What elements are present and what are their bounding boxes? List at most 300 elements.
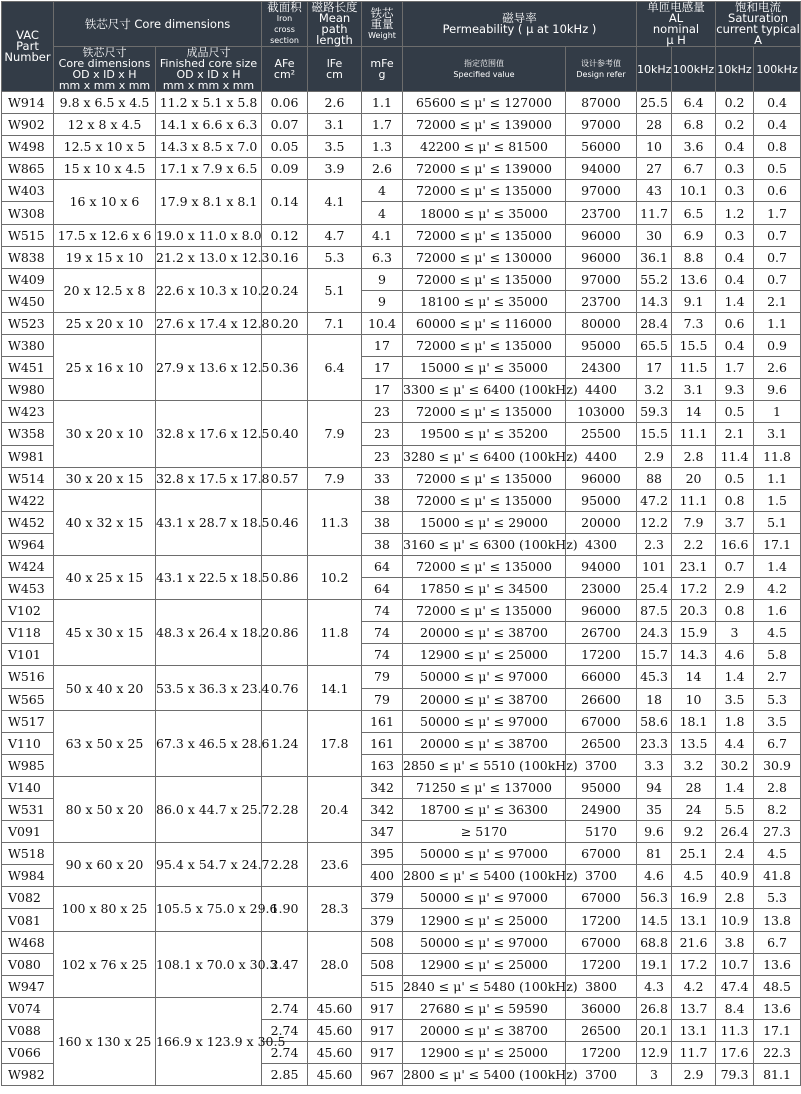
table-row — [2, 312, 801, 334]
weight-cell: 38 — [362, 533, 403, 555]
al-10khz-cell: 94 — [637, 776, 672, 798]
sat-100khz-cell: 4.5 — [754, 843, 801, 865]
al-10khz-cell: 36.1 — [637, 246, 672, 268]
header-permeability — [403, 2, 637, 47]
sat-10khz-cell: 0.8 — [716, 600, 754, 622]
part-number-cell: W453 — [2, 578, 54, 600]
design-refer-cell: 5170 — [566, 821, 637, 843]
part-number-cell: W422 — [2, 489, 54, 511]
specified-value-cell: 3160 ≤ μ' ≤ 6300 (100kHz) — [403, 533, 566, 555]
header-text: lFe — [326, 57, 343, 70]
sat-10khz-cell: 0.2 — [716, 114, 754, 136]
al-10khz-cell: 68.8 — [637, 931, 672, 953]
sat-100khz-cell: 22.3 — [754, 1042, 801, 1064]
part-number-cell: W981 — [2, 445, 54, 467]
sat-100khz-cell: 0.5 — [754, 158, 801, 180]
specified-value-cell: 72000 ≤ μ' ≤ 135000 — [403, 600, 566, 622]
finished-size-cell: 17.9 x 8.1 x 8.1 — [156, 180, 262, 224]
part-number-cell: V140 — [2, 776, 54, 798]
header-text: cm — [326, 68, 343, 81]
header-sat-100khz — [754, 47, 801, 92]
part-number-cell: W308 — [2, 202, 54, 224]
header-mean-path-unit — [308, 47, 362, 92]
header-text: mFe — [370, 57, 394, 70]
design-refer-cell: 96000 — [566, 224, 637, 246]
weight-cell: 1.1 — [362, 92, 403, 114]
header-text: 饱和电流 — [735, 0, 782, 14]
header-al-10khz — [637, 47, 672, 92]
weight-cell: 379 — [362, 909, 403, 931]
header-iron-section-unit — [262, 47, 308, 92]
design-refer-cell: 20000 — [566, 511, 637, 533]
al-100khz-cell: 11.1 — [672, 489, 716, 511]
sat-100khz-cell: 8.2 — [754, 799, 801, 821]
al-100khz-cell: 17.2 — [672, 953, 716, 975]
mean-path-cell: 6.4 — [308, 335, 362, 401]
iron-section-cell: 1.24 — [262, 710, 308, 776]
al-10khz-cell: 18 — [637, 688, 672, 710]
al-100khz-cell: 23.1 — [672, 555, 716, 577]
mean-path-cell: 7.9 — [308, 467, 362, 489]
part-number-cell: W452 — [2, 511, 54, 533]
header-text: Specified value — [453, 70, 515, 79]
finished-size-cell: 27.9 x 13.6 x 12.5 — [156, 335, 262, 401]
header-text: A — [754, 33, 762, 47]
iron-section-cell: 0.86 — [262, 555, 308, 599]
specified-value-cell: 72000 ≤ μ' ≤ 130000 — [403, 246, 566, 268]
header-al-100khz — [672, 47, 716, 92]
al-100khz-cell: 14.3 — [672, 644, 716, 666]
sat-10khz-cell: 5.5 — [716, 799, 754, 821]
weight-cell: 917 — [362, 1019, 403, 1041]
al-100khz-cell: 21.6 — [672, 931, 716, 953]
sat-10khz-cell: 1.4 — [716, 666, 754, 688]
part-number-cell: W516 — [2, 666, 54, 688]
sat-10khz-cell: 2.4 — [716, 843, 754, 865]
design-refer-cell: 97000 — [566, 268, 637, 290]
mean-path-cell: 28.3 — [308, 887, 362, 931]
design-refer-cell: 26500 — [566, 1019, 637, 1041]
weight-cell: 17 — [362, 357, 403, 379]
mean-path-cell: 23.6 — [308, 843, 362, 887]
design-refer-cell: 25500 — [566, 423, 637, 445]
sat-10khz-cell: 9.3 — [716, 379, 754, 401]
weight-cell: 23 — [362, 423, 403, 445]
weight-cell: 508 — [362, 953, 403, 975]
finished-size-cell: 105.5 x 75.0 x 29.6 — [156, 887, 262, 931]
al-10khz-cell: 4.6 — [637, 865, 672, 887]
part-number-cell: W902 — [2, 114, 54, 136]
al-100khz-cell: 15.5 — [672, 335, 716, 357]
sat-100khz-cell: 0.7 — [754, 268, 801, 290]
al-100khz-cell: 6.7 — [672, 158, 716, 180]
specified-value-cell: 72000 ≤ μ' ≤ 135000 — [403, 224, 566, 246]
weight-cell: 917 — [362, 1042, 403, 1064]
sat-10khz-cell: 11.3 — [716, 1019, 754, 1041]
sat-100khz-cell: 17.1 — [754, 533, 801, 555]
specified-value-cell: 12900 ≤ μ' ≤ 25000 — [403, 644, 566, 666]
finished-size-cell: 95.4 x 54.7 x 24.7 — [156, 843, 262, 887]
sat-10khz-cell: 4.6 — [716, 644, 754, 666]
design-refer-cell: 17200 — [566, 953, 637, 975]
header-text: cross — [274, 25, 295, 34]
design-refer-cell: 96000 — [566, 246, 637, 268]
part-number-cell: W514 — [2, 467, 54, 489]
sat-10khz-cell: 3 — [716, 622, 754, 644]
sat-100khz-cell: 5.3 — [754, 688, 801, 710]
al-10khz-cell: 59.3 — [637, 401, 672, 423]
al-100khz-cell: 3.6 — [672, 136, 716, 158]
sat-100khz-cell: 0.7 — [754, 224, 801, 246]
header-text: OD x ID x H — [176, 68, 241, 81]
finished-size-cell: 48.3 x 26.4 x 18.2 — [156, 600, 262, 666]
specified-value-cell: 42200 ≤ μ' ≤ 81500 — [403, 136, 566, 158]
mean-path-cell: 3.1 — [308, 114, 362, 136]
header-text: Saturation — [728, 11, 788, 25]
al-100khz-cell: 2.9 — [672, 1064, 716, 1086]
sat-100khz-cell: 1.7 — [754, 202, 801, 224]
al-10khz-cell: 56.3 — [637, 887, 672, 909]
sat-100khz-cell: 2.8 — [754, 776, 801, 798]
sat-100khz-cell: 3.5 — [754, 710, 801, 732]
table-row — [2, 489, 801, 511]
core-dimensions-cell: 45 x 30 x 15 — [54, 600, 156, 666]
specified-value-cell: 2850 ≤ μ' ≤ 5510 (100kHz) — [403, 754, 566, 776]
sat-100khz-cell: 27.3 — [754, 821, 801, 843]
finished-size-cell: 43.1 x 28.7 x 18.5 — [156, 489, 262, 555]
header-text: nominal — [652, 22, 700, 36]
sat-100khz-cell: 13.6 — [754, 953, 801, 975]
al-100khz-cell: 7.3 — [672, 312, 716, 334]
al-100khz-cell: 13.1 — [672, 909, 716, 931]
mean-path-cell: 45.60 — [308, 1064, 362, 1086]
design-refer-cell: 4400 — [566, 445, 637, 467]
al-10khz-cell: 87.5 — [637, 600, 672, 622]
header-text: 铁芯尺寸 Core dimensions — [84, 16, 231, 31]
weight-cell: 23 — [362, 401, 403, 423]
iron-section-cell: 2.74 — [262, 997, 308, 1019]
design-refer-cell: 67000 — [566, 931, 637, 953]
iron-section-cell: 0.12 — [262, 224, 308, 246]
weight-cell: 74 — [362, 600, 403, 622]
part-number-cell: W565 — [2, 688, 54, 710]
specified-value-cell: 72000 ≤ μ' ≤ 139000 — [403, 114, 566, 136]
al-10khz-cell: 4.3 — [637, 975, 672, 997]
weight-cell: 161 — [362, 732, 403, 754]
design-refer-cell: 36000 — [566, 997, 637, 1019]
specified-value-cell: ≥ 5170 — [403, 821, 566, 843]
al-10khz-cell: 14.3 — [637, 290, 672, 312]
sat-10khz-cell: 0.3 — [716, 158, 754, 180]
table-row — [2, 335, 801, 357]
header-text: current typical — [716, 22, 800, 36]
iron-section-cell: 0.09 — [262, 158, 308, 180]
sat-10khz-cell: 0.8 — [716, 489, 754, 511]
core-dimensions-cell: 15 x 10 x 4.5 — [54, 158, 156, 180]
specified-value-cell: 15000 ≤ μ' ≤ 35000 — [403, 357, 566, 379]
sat-10khz-cell: 0.4 — [716, 246, 754, 268]
header-text: length — [316, 33, 353, 47]
specified-value-cell: 12900 ≤ μ' ≤ 25000 — [403, 1042, 566, 1064]
sat-10khz-cell: 2.8 — [716, 887, 754, 909]
al-10khz-cell: 3.2 — [637, 379, 672, 401]
weight-cell: 400 — [362, 865, 403, 887]
mean-path-cell: 7.9 — [308, 401, 362, 467]
sat-100khz-cell: 0.6 — [754, 180, 801, 202]
sat-10khz-cell: 10.7 — [716, 953, 754, 975]
specified-value-cell: 18000 ≤ μ' ≤ 35000 — [403, 202, 566, 224]
table-row — [2, 246, 801, 268]
iron-section-cell: 0.36 — [262, 335, 308, 401]
iron-section-cell: 0.76 — [262, 666, 308, 710]
sat-10khz-cell: 0.4 — [716, 268, 754, 290]
al-100khz-cell: 11.5 — [672, 357, 716, 379]
part-number-cell: V081 — [2, 909, 54, 931]
al-10khz-cell: 27 — [637, 158, 672, 180]
weight-cell: 1.3 — [362, 136, 403, 158]
al-100khz-cell: 10 — [672, 688, 716, 710]
core-dimensions-cell: 16 x 10 x 6 — [54, 180, 156, 224]
sat-10khz-cell: 0.4 — [716, 335, 754, 357]
header-weight — [362, 2, 403, 47]
mean-path-cell: 5.1 — [308, 268, 362, 312]
weight-cell: 508 — [362, 931, 403, 953]
sat-100khz-cell: 13.6 — [754, 997, 801, 1019]
part-number-cell: W409 — [2, 268, 54, 290]
finished-size-cell: 32.8 x 17.6 x 12.5 — [156, 401, 262, 467]
finished-size-cell: 19.0 x 11.0 x 8.0 — [156, 224, 262, 246]
mean-path-cell: 28.0 — [308, 931, 362, 997]
sat-100khz-cell: 1 — [754, 401, 801, 423]
specified-value-cell: 65600 ≤ μ' ≤ 127000 — [403, 92, 566, 114]
table-row — [2, 224, 801, 246]
specified-value-cell: 50000 ≤ μ' ≤ 97000 — [403, 843, 566, 865]
sat-10khz-cell: 8.4 — [716, 997, 754, 1019]
iron-section-cell: 0.46 — [262, 489, 308, 555]
weight-cell: 23 — [362, 445, 403, 467]
iron-section-cell: 2.28 — [262, 843, 308, 887]
part-number-cell: W531 — [2, 799, 54, 821]
design-refer-cell: 17200 — [566, 909, 637, 931]
mean-path-cell: 20.4 — [308, 776, 362, 842]
mean-path-cell: 4.7 — [308, 224, 362, 246]
header-text: Design refer — [576, 70, 626, 79]
header-text: Iron — [276, 14, 293, 23]
al-10khz-cell: 28 — [637, 114, 672, 136]
header-core-dims — [54, 47, 156, 92]
specified-value-cell: 18700 ≤ μ' ≤ 36300 — [403, 799, 566, 821]
specified-value-cell: 2800 ≤ μ' ≤ 5400 (100kHz) — [403, 865, 566, 887]
part-number-cell: W468 — [2, 931, 54, 953]
specified-value-cell: 50000 ≤ μ' ≤ 97000 — [403, 666, 566, 688]
weight-cell: 4.1 — [362, 224, 403, 246]
table-row — [2, 180, 801, 202]
finished-size-cell: 22.6 x 10.3 x 10.2 — [156, 268, 262, 312]
header-text: 单匝电感量 — [647, 0, 705, 14]
part-number-cell: W523 — [2, 312, 54, 334]
header-text: Core dimensions — [58, 57, 151, 70]
design-refer-cell: 3800 — [566, 975, 637, 997]
header-text: 磁路长度 — [311, 0, 358, 14]
part-number-cell: V118 — [2, 622, 54, 644]
sat-100khz-cell: 5.8 — [754, 644, 801, 666]
specified-value-cell: 2800 ≤ μ' ≤ 5400 (100kHz) — [403, 1064, 566, 1086]
al-100khz-cell: 3.1 — [672, 379, 716, 401]
core-dimensions-table — [1, 1, 801, 1086]
core-dimensions-cell: 40 x 25 x 15 — [54, 555, 156, 599]
iron-section-cell: 0.14 — [262, 180, 308, 224]
header-core-dims-group — [54, 2, 262, 47]
finished-size-cell: 14.3 x 8.5 x 7.0 — [156, 136, 262, 158]
al-10khz-cell: 23.3 — [637, 732, 672, 754]
part-number-cell: W964 — [2, 533, 54, 555]
core-dimensions-cell: 17.5 x 12.6 x 6 — [54, 224, 156, 246]
core-dimensions-cell: 20 x 12.5 x 8 — [54, 268, 156, 312]
specified-value-cell: 72000 ≤ μ' ≤ 139000 — [403, 158, 566, 180]
iron-section-cell: 1.90 — [262, 887, 308, 931]
part-number-cell: W982 — [2, 1064, 54, 1086]
weight-cell: 515 — [362, 975, 403, 997]
table-row — [2, 887, 801, 909]
sat-10khz-cell: 26.4 — [716, 821, 754, 843]
design-refer-cell: 96000 — [566, 467, 637, 489]
iron-section-cell: 0.16 — [262, 246, 308, 268]
part-number-cell: W498 — [2, 136, 54, 158]
header-al-nominal — [637, 2, 716, 47]
finished-size-cell: 53.5 x 36.3 x 23.4 — [156, 666, 262, 710]
part-number-cell: W865 — [2, 158, 54, 180]
sat-100khz-cell: 1.1 — [754, 312, 801, 334]
header-text: Permeability ( μ at 10kHz ) — [442, 22, 597, 36]
sat-100khz-cell: 30.9 — [754, 754, 801, 776]
sat-10khz-cell: 10.9 — [716, 909, 754, 931]
specified-value-cell: 72000 ≤ μ' ≤ 135000 — [403, 467, 566, 489]
weight-cell: 379 — [362, 887, 403, 909]
header-saturation — [716, 2, 801, 47]
sat-10khz-cell: 79.3 — [716, 1064, 754, 1086]
specified-value-cell: 72000 ≤ μ' ≤ 135000 — [403, 268, 566, 290]
part-number-cell: W451 — [2, 357, 54, 379]
table-row — [2, 401, 801, 423]
weight-cell: 917 — [362, 997, 403, 1019]
al-100khz-cell: 14 — [672, 401, 716, 423]
sat-100khz-cell: 17.1 — [754, 1019, 801, 1041]
table-row — [2, 843, 801, 865]
sat-100khz-cell: 5.1 — [754, 511, 801, 533]
table-row — [2, 555, 801, 577]
weight-cell: 74 — [362, 622, 403, 644]
sat-10khz-cell: 0.6 — [716, 312, 754, 334]
al-100khz-cell: 20 — [672, 467, 716, 489]
table-body — [2, 92, 801, 1086]
sat-100khz-cell: 2.6 — [754, 357, 801, 379]
mean-path-cell: 45.60 — [308, 1019, 362, 1041]
al-100khz-cell: 2.8 — [672, 445, 716, 467]
header-text: 成品尺寸 — [186, 46, 231, 59]
specified-value-cell: 18100 ≤ μ' ≤ 35000 — [403, 290, 566, 312]
sat-100khz-cell: 13.8 — [754, 909, 801, 931]
part-number-cell: V074 — [2, 997, 54, 1019]
mean-path-cell: 3.9 — [308, 158, 362, 180]
part-number-cell: W518 — [2, 843, 54, 865]
table-row — [2, 114, 801, 136]
specified-value-cell: 72000 ≤ μ' ≤ 135000 — [403, 335, 566, 357]
iron-section-cell: 2.85 — [262, 1064, 308, 1086]
header-text: mm x mm x mm — [58, 79, 151, 92]
part-number-cell: W450 — [2, 290, 54, 312]
core-dimensions-cell: 40 x 32 x 15 — [54, 489, 156, 555]
al-10khz-cell: 19.1 — [637, 953, 672, 975]
header-text: 铁芯尺寸 — [82, 46, 127, 59]
header-text: OD x ID x H — [72, 68, 137, 81]
part-number-cell: W358 — [2, 423, 54, 445]
specified-value-cell: 20000 ≤ μ' ≤ 38700 — [403, 1019, 566, 1041]
header-text: 重量 — [370, 16, 394, 31]
core-dimensions-cell: 12.5 x 10 x 5 — [54, 136, 156, 158]
header-text: Weight — [368, 30, 396, 40]
specified-value-cell: 72000 ≤ μ' ≤ 135000 — [403, 401, 566, 423]
sat-100khz-cell: 0.9 — [754, 335, 801, 357]
core-dimensions-cell: 25 x 16 x 10 — [54, 335, 156, 401]
part-number-cell: W403 — [2, 180, 54, 202]
sat-10khz-cell: 4.4 — [716, 732, 754, 754]
header-text: AL — [668, 11, 684, 25]
part-number-cell: V082 — [2, 887, 54, 909]
iron-section-cell: 2.28 — [262, 776, 308, 842]
al-10khz-cell: 10 — [637, 136, 672, 158]
core-dimensions-cell: 63 x 50 x 25 — [54, 710, 156, 776]
table-header — [2, 2, 801, 92]
iron-section-cell: 0.06 — [262, 92, 308, 114]
iron-section-cell: 0.24 — [262, 268, 308, 312]
design-refer-cell: 67000 — [566, 887, 637, 909]
al-100khz-cell: 20.3 — [672, 600, 716, 622]
part-number-cell: V101 — [2, 644, 54, 666]
al-10khz-cell: 11.7 — [637, 202, 672, 224]
mean-path-cell: 14.1 — [308, 666, 362, 710]
header-design-refer — [566, 47, 637, 92]
design-refer-cell: 3700 — [566, 1064, 637, 1086]
sat-10khz-cell: 0.5 — [716, 467, 754, 489]
part-number-cell: W380 — [2, 335, 54, 357]
design-refer-cell: 97000 — [566, 180, 637, 202]
header-text: 100kHz — [756, 62, 798, 76]
table-row — [2, 710, 801, 732]
sat-100khz-cell: 6.7 — [754, 931, 801, 953]
design-refer-cell: 103000 — [566, 401, 637, 423]
specified-value-cell: 12900 ≤ μ' ≤ 25000 — [403, 909, 566, 931]
al-10khz-cell: 35 — [637, 799, 672, 821]
sat-100khz-cell: 6.7 — [754, 732, 801, 754]
al-100khz-cell: 3.2 — [672, 754, 716, 776]
specified-value-cell: 17850 ≤ μ' ≤ 34500 — [403, 578, 566, 600]
mean-path-cell: 7.1 — [308, 312, 362, 334]
header-finished-size — [156, 47, 262, 92]
specified-value-cell: 72000 ≤ μ' ≤ 135000 — [403, 180, 566, 202]
al-100khz-cell: 6.9 — [672, 224, 716, 246]
sat-100khz-cell: 1.4 — [754, 555, 801, 577]
al-10khz-cell: 101 — [637, 555, 672, 577]
sat-100khz-cell: 1.5 — [754, 489, 801, 511]
specified-value-cell: 19500 ≤ μ' ≤ 35200 — [403, 423, 566, 445]
table-row — [2, 776, 801, 798]
iron-section-cell: 2.47 — [262, 931, 308, 997]
al-100khz-cell: 28 — [672, 776, 716, 798]
finished-size-cell: 67.3 x 46.5 x 28.6 — [156, 710, 262, 776]
al-10khz-cell: 15.7 — [637, 644, 672, 666]
part-number-cell: W914 — [2, 92, 54, 114]
sat-100khz-cell: 0.4 — [754, 92, 801, 114]
